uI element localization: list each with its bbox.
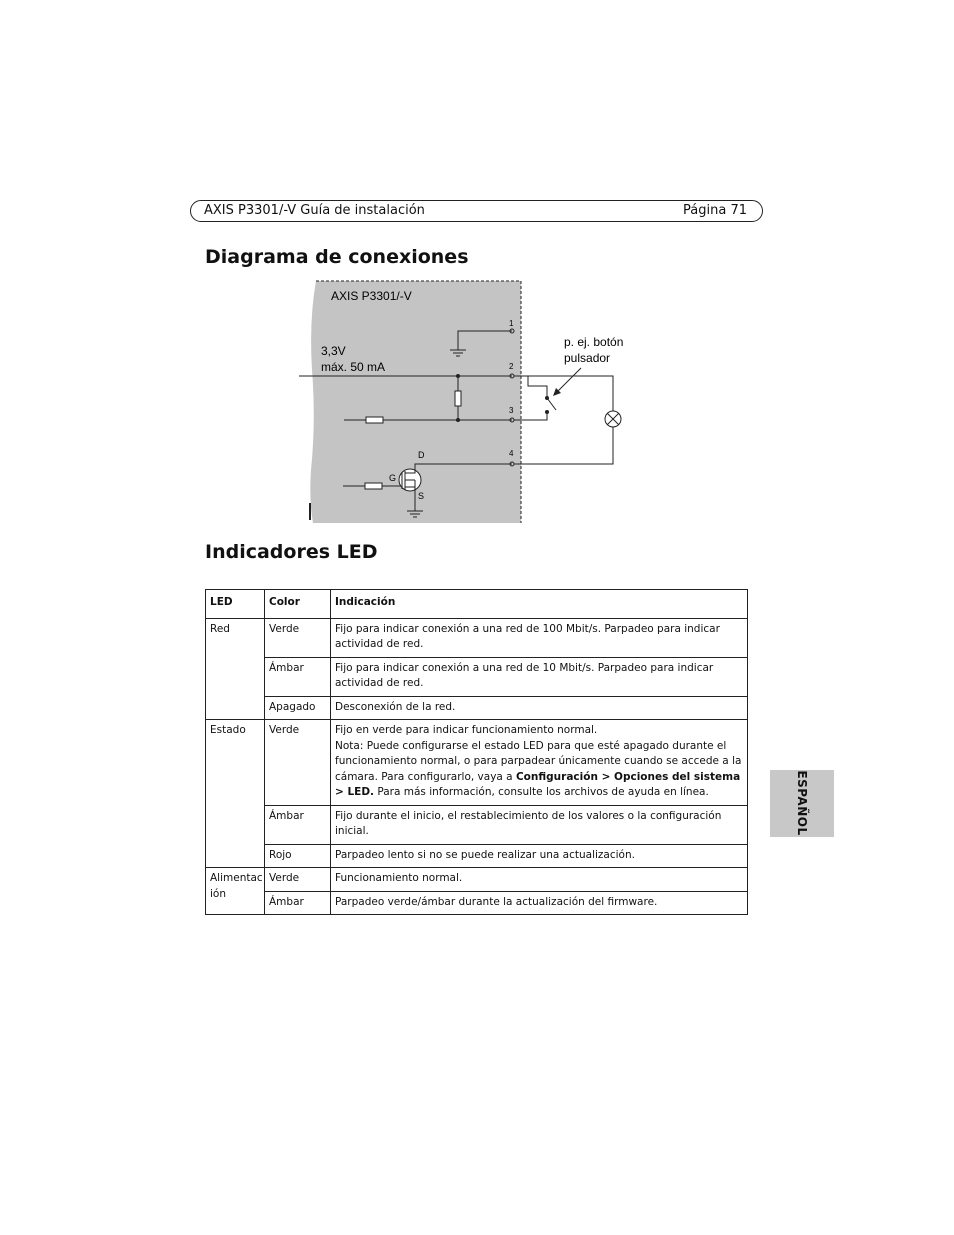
header-color: Color: [265, 590, 331, 619]
indication-cell: Fijo para indicar conexión a una red de 10 Mbit/s. Parpadeo para indicar actividad de red.: [331, 657, 748, 696]
header-page-number: Página 71: [683, 203, 747, 218]
button-label-line2: pulsador: [564, 351, 611, 365]
pin-4-label: 4: [509, 449, 514, 458]
indication-cell: [331, 720, 748, 806]
button-arrow-line: [556, 368, 581, 393]
table-row: [206, 618, 748, 657]
estado-verde-note: Nota: Puede configurarse el estado LED para que esté apagado durante el funcionamiento normal, o para parpadear únicamente cuando se accede a la cámara. Para configurarlo, vaya a: [335, 739, 742, 783]
table-row: [206, 720, 748, 806]
device-label: AXIS P3301/-V: [331, 289, 412, 303]
color-cell: Verde: [265, 618, 331, 657]
button-wire-top: [528, 376, 547, 396]
color-cell: Ámbar: [265, 805, 331, 844]
estado-verde-line1: Fijo en verde para indicar funcionamiento normal.: [335, 724, 598, 736]
junction-dot-2: [456, 418, 460, 422]
table-header-row: [206, 590, 748, 619]
pin-3-label: 3: [509, 406, 514, 415]
led-name-alimentacion: Alimentac ión: [206, 868, 265, 915]
transistor-d-label: D: [418, 450, 425, 460]
table-row: [206, 805, 748, 844]
input-resistor: [366, 417, 383, 423]
color-cell: Verde: [265, 868, 331, 892]
led-title: Indicadores LED: [205, 541, 378, 563]
pullup-resistor: [455, 391, 461, 406]
connections-title: Diagrama de conexiones: [205, 246, 469, 268]
current-label: máx. 50 mA: [321, 360, 386, 374]
transistor-s-label: S: [418, 491, 425, 501]
lamp-icon: [605, 411, 621, 427]
header-led: LED: [206, 590, 265, 619]
table-row: [206, 696, 748, 720]
table-row: [206, 891, 748, 915]
led-name-red: Red: [206, 618, 265, 720]
pin-2-label: 2: [509, 362, 514, 371]
estado-verde-help: Para más información, consulte los archivos de ayuda en línea.: [377, 786, 709, 798]
connection-diagram: [296, 278, 636, 526]
gate-resistor: [365, 483, 382, 489]
header-title: AXIS P3301/-V Guía de instalación: [204, 203, 425, 218]
color-cell: Verde: [265, 720, 331, 806]
button-label-line1: p. ej. botón: [564, 335, 624, 349]
indication-cell: Fijo para indicar conexión a una red de 100 Mbit/s. Parpadeo para indicar actividad de red.: [331, 618, 748, 657]
header-indicacion: Indicación: [331, 590, 748, 619]
color-cell: Ámbar: [265, 891, 331, 915]
voltage-label: 3,3V: [321, 344, 346, 358]
config-path: Configuración > Opciones del sistema > LED.: [335, 770, 741, 798]
color-cell: Rojo: [265, 844, 331, 868]
color-cell: Apagado: [265, 696, 331, 720]
indication-cell: Parpadeo lento si no se puede realizar una actualización.: [331, 844, 748, 868]
indication-cell: Fijo durante el inicio, el restablecimiento de los valores o la configuración inicial.: [331, 805, 748, 844]
indication-cell: Desconexión de la red.: [331, 696, 748, 720]
language-tab: [770, 770, 834, 837]
language-tab-label: ESPAÑOL: [795, 770, 809, 836]
led-table: [205, 589, 748, 915]
indication-cell: Parpadeo verde/ámbar durante la actualización del firmware.: [331, 891, 748, 915]
table-row: [206, 868, 748, 892]
transistor-g-label: G: [389, 473, 397, 483]
table-row: [206, 844, 748, 868]
led-name-estado: Estado: [206, 720, 265, 868]
button-lever: [547, 398, 556, 410]
table-row: [206, 657, 748, 696]
pin-1-label: 1: [509, 319, 514, 328]
color-cell: Ámbar: [265, 657, 331, 696]
indication-cell: Funcionamiento normal.: [331, 868, 748, 892]
